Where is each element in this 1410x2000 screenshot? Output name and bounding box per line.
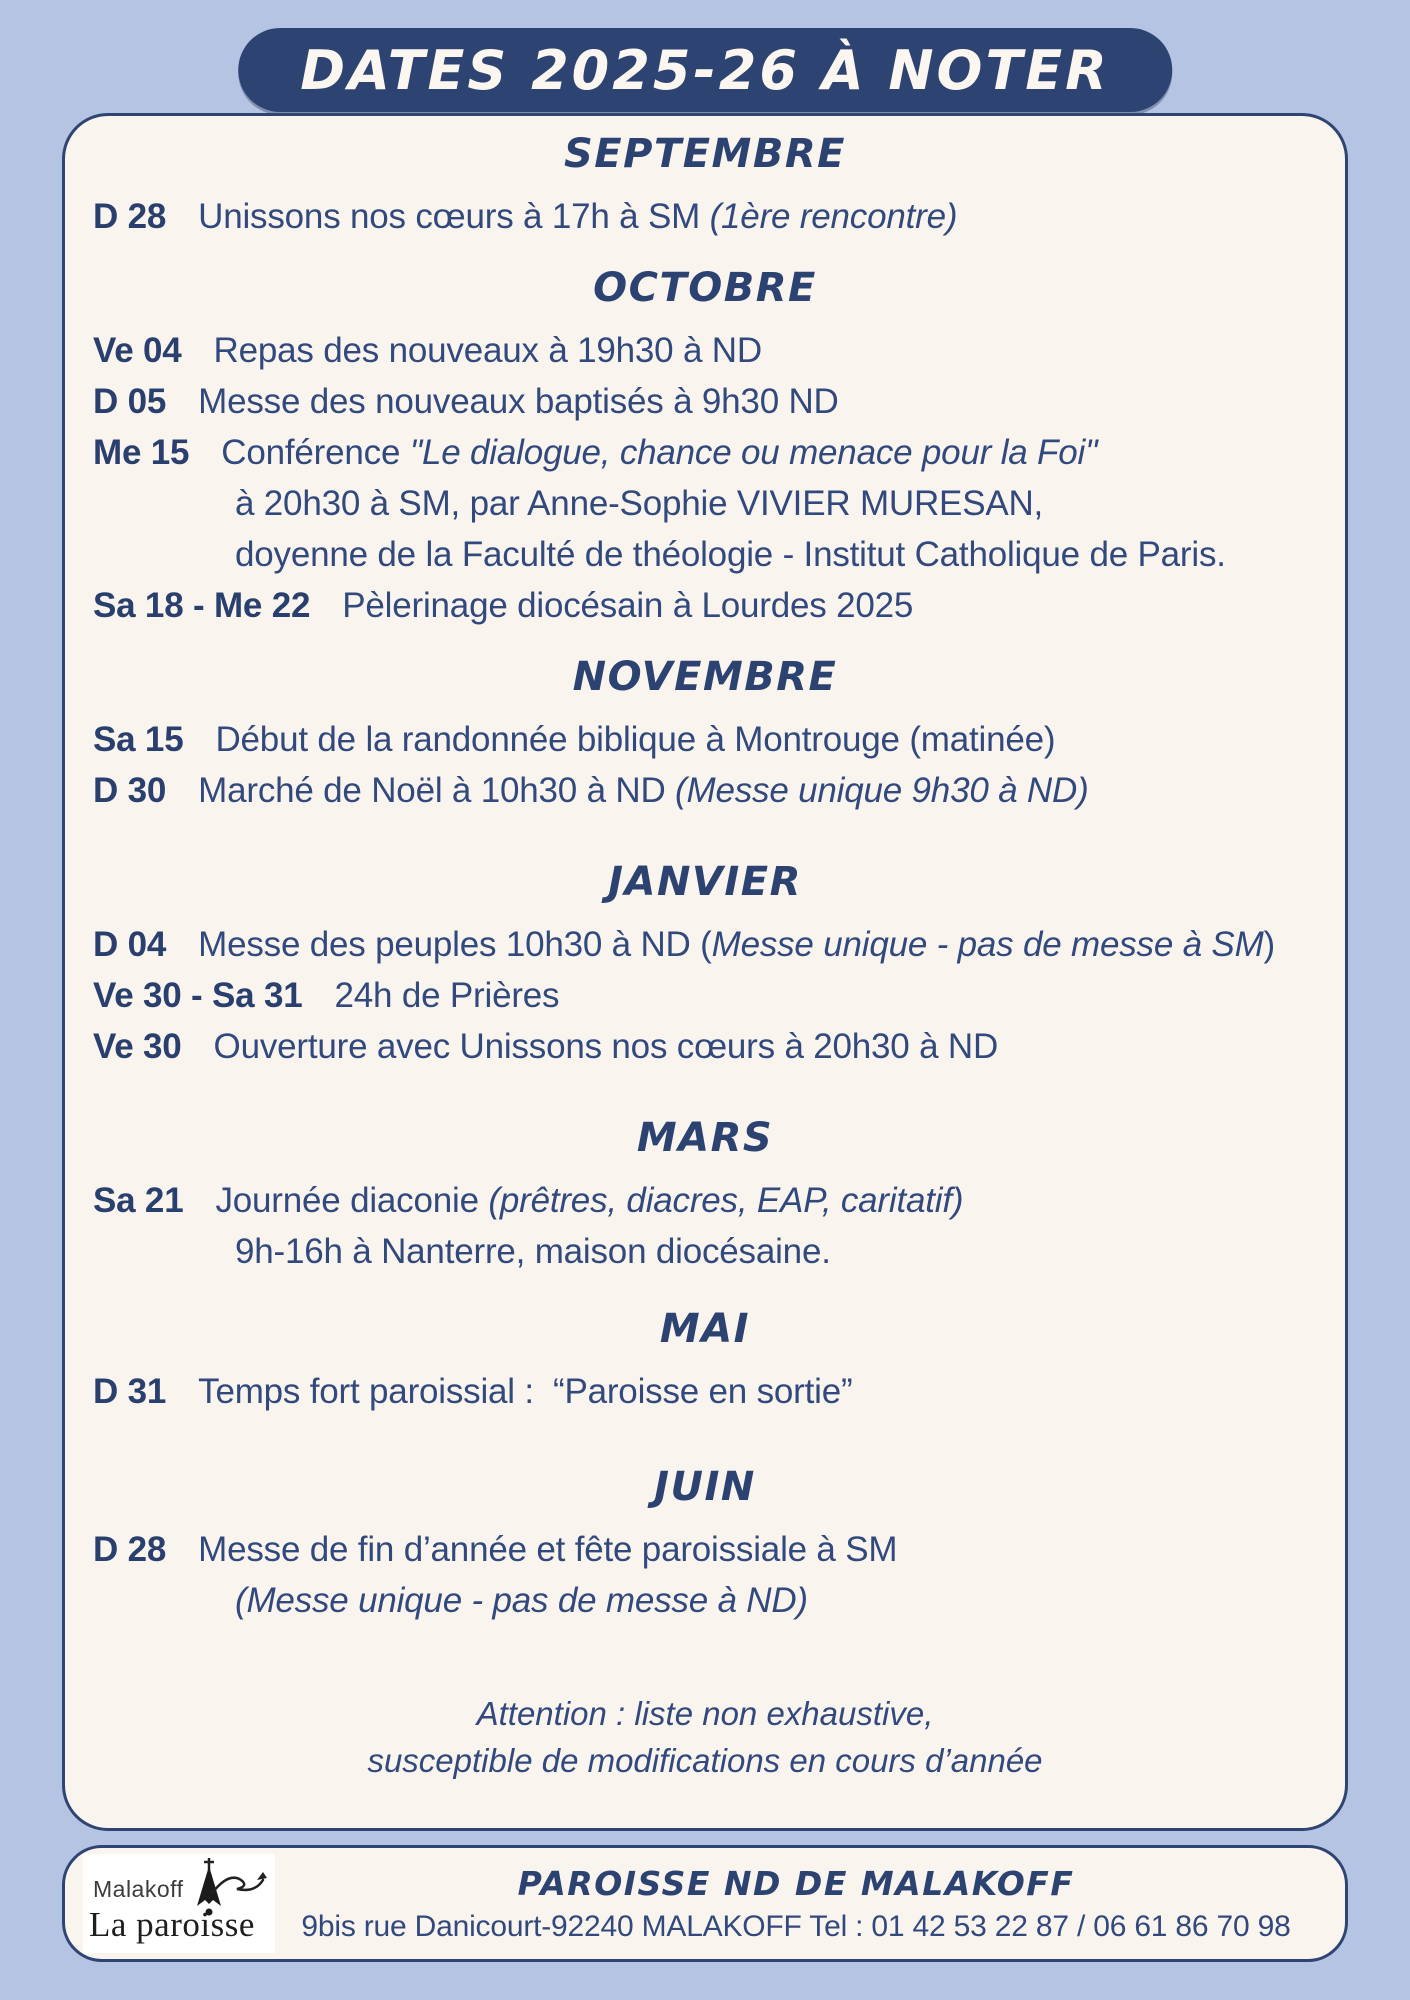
event-row: [65, 1021, 1345, 1072]
event-text: doyenne de la Faculté de théologie - Institut Catholique de Paris.: [235, 535, 1226, 574]
month-section: [65, 653, 1345, 816]
event-text: (Messe unique - pas de messe à ND): [235, 1581, 808, 1620]
event-text: Messe de fin d’année et fête paroissiale à SM: [198, 1530, 898, 1569]
event-row: [65, 427, 1345, 478]
event-text: à 20h30 à SM, par Anne-Sophie VIVIER MURESAN,: [235, 484, 1044, 523]
month-header: JUIN: [654, 1464, 756, 1510]
title-banner: [238, 28, 1172, 112]
event-row: [65, 1175, 1345, 1226]
event-date: Ve 30 - Sa 31: [93, 976, 303, 1015]
event-date: D 31: [93, 1372, 167, 1411]
event-row: [65, 580, 1345, 631]
month-header: SEPTEMBRE: [564, 131, 846, 177]
footer-text-block: [275, 1864, 1345, 1944]
event-text: Début de la randonnée biblique à Montrouge (matinée): [215, 720, 1056, 759]
event-text: 9h-16h à Nanterre, maison diocésaine.: [235, 1232, 831, 1271]
event-row: [65, 765, 1345, 816]
disclaimer-line-1: Attention : liste non exhaustive,: [476, 1695, 934, 1732]
event-text: Temps fort paroissial : “Paroisse en sortie”: [198, 1372, 853, 1411]
event-date: Ve 04: [93, 331, 182, 370]
month-header: JANVIER: [608, 859, 802, 905]
event-date: D 28: [93, 197, 167, 236]
event-row: [65, 529, 1345, 580]
month-sections: [65, 116, 1345, 1626]
event-row: [65, 1366, 1345, 1417]
logo-text-la-paroisse: La paroisse: [89, 1905, 255, 1944]
month-header: NOVEMBRE: [572, 654, 838, 700]
event-text: Journée diaconie: [215, 1181, 489, 1220]
footer-address: 9bis rue Danicourt-92240 MALAKOFF Tel : 01 42 53 22 87 / 06 61 86 70 98: [301, 1909, 1291, 1943]
event-text: Marché de Noël à 10h30 à ND: [198, 771, 676, 810]
footer-parish-title: PAROISSE ND DE MALAKOFF: [517, 1863, 1075, 1903]
disclaimer-line-2: susceptible de modifications en cours d’année: [367, 1742, 1043, 1779]
event-date: Sa 15: [93, 720, 184, 759]
event-row: [65, 478, 1345, 529]
event-date: Ve 30: [93, 1027, 182, 1066]
event-row: [65, 919, 1345, 970]
event-text: Unissons nos cœurs à 17h à SM: [198, 197, 710, 236]
event-text: Messe des peuples 10h30 à ND (: [198, 925, 712, 964]
event-date: Me 15: [93, 433, 190, 472]
event-text: 24h de Prières: [334, 976, 560, 1015]
event-text: (prêtres, diacres, EAP, caritatif): [488, 1181, 964, 1220]
month-header: MARS: [636, 1115, 774, 1161]
month-section: [65, 1305, 1345, 1417]
event-text: Repas des nouveaux à 19h30 à ND: [213, 331, 762, 370]
event-text: Pèlerinage diocésain à Lourdes 2025: [342, 586, 914, 625]
event-row: [65, 970, 1345, 1021]
event-row: [65, 325, 1345, 376]
event-text: Messe des nouveaux baptisés à 9h30 ND: [198, 382, 839, 421]
event-date: D 05: [93, 382, 167, 421]
disclaimer-note: [65, 1690, 1345, 1784]
footer-card: [62, 1845, 1348, 1962]
month-section: [65, 858, 1345, 1072]
month-section: [65, 264, 1345, 631]
month-section: [65, 1114, 1345, 1277]
event-date: D 30: [93, 771, 167, 810]
event-date: D 28: [93, 1530, 167, 1569]
event-text: (1ère rencontre): [709, 197, 958, 236]
month-section: [65, 1463, 1345, 1626]
event-row: [65, 714, 1345, 765]
event-text: Messe unique - pas de messe à SM: [711, 925, 1264, 964]
event-row: [65, 191, 1345, 242]
event-text: Conférence: [221, 433, 410, 472]
event-row: [65, 376, 1345, 427]
event-date: Sa 21: [93, 1181, 184, 1220]
parish-logo: [83, 1854, 275, 1953]
logo-text-malakoff: Malakoff: [93, 1876, 184, 1902]
event-row: [65, 1226, 1345, 1277]
event-row: [65, 1575, 1345, 1626]
events-card: [62, 113, 1348, 1831]
month-header: MAI: [659, 1306, 751, 1352]
event-date: D 04: [93, 925, 167, 964]
month-header: OCTOBRE: [593, 265, 817, 311]
month-section: [65, 130, 1345, 242]
event-text: "Le dialogue, chance ou menace pour la Foi": [409, 433, 1098, 472]
page-title: DATES 2025-26 À NOTER: [300, 38, 1110, 102]
event-text: ): [1263, 925, 1276, 964]
event-text: Ouverture avec Unissons nos cœurs à 20h30 à ND: [213, 1027, 999, 1066]
event-row: [65, 1524, 1345, 1575]
event-text: (Messe unique 9h30 à ND): [675, 771, 1089, 810]
event-date: Sa 18 - Me 22: [93, 586, 311, 625]
